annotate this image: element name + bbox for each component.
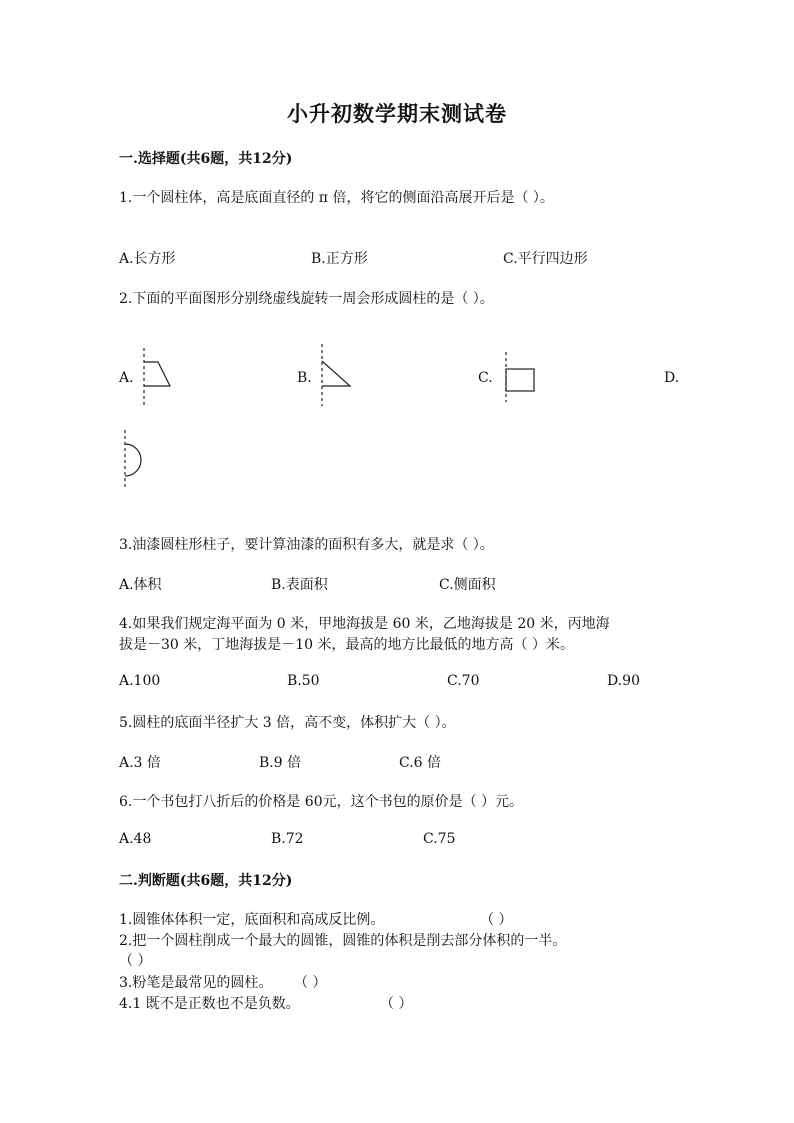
judgment-item-4: 4.1 既不是正数也不是负数。 — [119, 996, 300, 1012]
question-4-line-2: 拔是－30 米，丁地海拔是－10 米，最高的地方比最低的地方高（ ）米。 — [119, 637, 574, 653]
q3-option-b: B.表面积 — [271, 577, 328, 593]
q3-option-a: A.体积 — [119, 577, 162, 593]
judgment-item-3: 3.粉笔是最常见的圆柱。 — [119, 975, 273, 991]
page-title: 小升初数学期末测试卷 — [287, 101, 507, 126]
q3-option-c: C.侧面积 — [439, 577, 496, 593]
judgment-item-4-blank: （ ） — [380, 996, 413, 1012]
question-5: 5.圆柱的底面半径扩大 3 倍，高不变，体积扩大（ ）。 — [119, 715, 456, 731]
q2-option-c: C. — [478, 370, 493, 386]
section-heading-judgment: 二.判断题(共6题，共12分) — [119, 873, 293, 889]
question-3: 3.油漆圆柱形柱子，要计算油漆的面积有多大，就是求（ ）。 — [119, 537, 494, 553]
q2-option-a: A. — [119, 370, 134, 386]
q6-option-b: B.72 — [271, 831, 304, 847]
trapezoid-figure — [138, 348, 178, 408]
triangle-figure — [316, 344, 356, 408]
q5-option-b: B.9 倍 — [259, 755, 302, 771]
judgment-item-2: 2.把一个圆柱削成一个最大的圆锥，圆锥的体积是削去部分体积的一半。 — [119, 933, 567, 949]
q4-option-a: A.100 — [119, 673, 161, 689]
q5-option-c: C.6 倍 — [399, 755, 442, 771]
judgment-item-2-blank: （ ） — [119, 953, 152, 969]
q4-option-b: B.50 — [287, 673, 320, 689]
question-6: 6.一个书包打八折后的价格是 60元，这个书包的原价是（ ）元。 — [119, 794, 524, 810]
q1-option-c: C.平行四边形 — [503, 251, 588, 267]
q4-option-d: D.90 — [607, 673, 640, 689]
question-1: 1.一个圆柱体，高是底面直径的 π 倍，将它的侧面沿高展开后是（ ）。 — [119, 190, 554, 206]
q5-option-a: A.3 倍 — [119, 755, 161, 771]
q6-option-a: A.48 — [119, 831, 152, 847]
judgment-item-3-blank: （ ） — [294, 975, 327, 991]
q1-option-b: B.正方形 — [311, 251, 368, 267]
semicircle-figure — [120, 430, 160, 490]
q1-option-a: A.长方形 — [119, 251, 176, 267]
q4-option-c: C.70 — [447, 673, 480, 689]
q2-option-d: D. — [664, 370, 680, 386]
question-2: 2.下面的平面图形分别绕虚线旋转一周会形成圆柱的是（ ）。 — [119, 291, 494, 307]
q6-option-c: C.75 — [423, 831, 456, 847]
question-4-line-1: 4.如果我们规定海平面为 0 米，甲地海拔是 60 米，乙地海拔是 20 米，丙地海 — [119, 616, 610, 632]
judgment-item-1: 1.圆锥体体积一定，底面积和高成反比例。 — [119, 912, 385, 928]
section-heading-choice: 一.选择题(共6题，共12分) — [119, 151, 293, 167]
rectangle-figure — [500, 352, 540, 404]
judgment-item-1-blank: （ ） — [480, 912, 513, 928]
q2-option-b: B. — [297, 370, 312, 386]
